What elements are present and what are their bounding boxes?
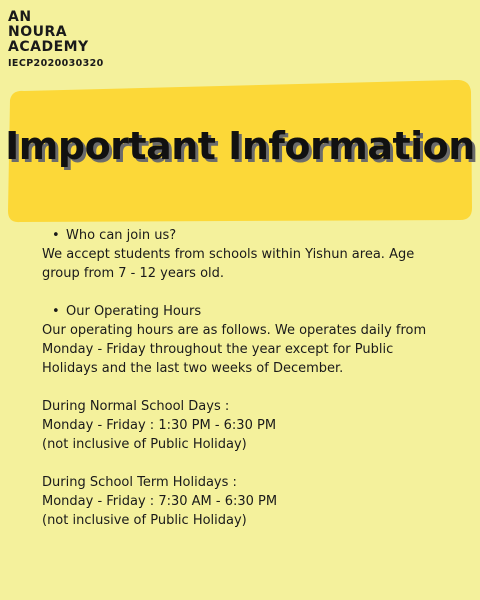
- brand-line-3: ACADEMY: [8, 39, 89, 55]
- school-days-time: Monday - Friday : 1:30 PM - 6:30 PM: [42, 418, 277, 433]
- brand-registration-code: IECP2020030320: [8, 58, 104, 69]
- school-days-label: During Normal School Days :: [42, 399, 230, 414]
- term-holidays-label: During School Term Holidays :: [42, 475, 237, 490]
- who-text-line-1: We accept students from schools within Yishun area. Age: [42, 247, 415, 262]
- academy-logo: [8, 10, 104, 71]
- brand-line-1: AN: [8, 9, 32, 25]
- hours-text-line-2: Monday - Friday throughout the year except for Public: [42, 342, 394, 357]
- bullet-icon: •: [52, 304, 60, 319]
- school-days-note: (not inclusive of Public Holiday): [42, 437, 247, 452]
- term-holidays-time: Monday - Friday : 7:30 AM - 6:30 PM: [42, 494, 278, 509]
- who-heading: Who can join us?: [66, 228, 177, 243]
- info-content: [42, 226, 472, 530]
- hours-text-line-3: Holidays and the last two weeks of December.: [42, 361, 344, 376]
- hours-text-line-1: Our operating hours are as follows. We operates daily from: [42, 323, 427, 338]
- page-title: Important Information: [5, 124, 475, 168]
- brand-line-2: NOURA: [8, 24, 68, 40]
- hours-heading: Our Operating Hours: [66, 304, 202, 319]
- list-item: [42, 226, 472, 245]
- bullet-icon: •: [52, 228, 60, 243]
- term-holidays-note: (not inclusive of Public Holiday): [42, 513, 247, 528]
- who-text-line-2: group from 7 - 12 years old.: [42, 266, 225, 281]
- list-item: [42, 302, 472, 321]
